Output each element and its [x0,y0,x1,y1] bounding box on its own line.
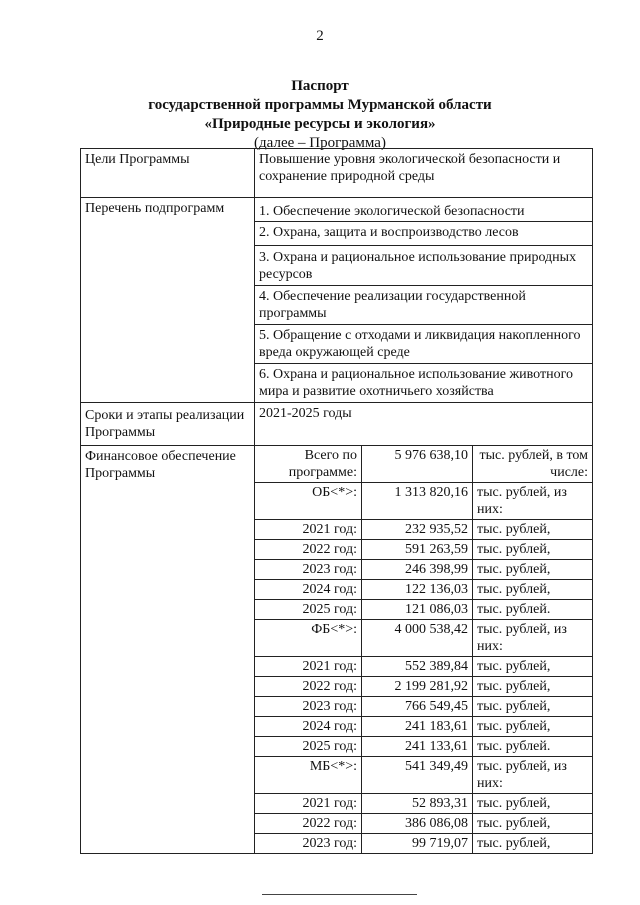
finance-item-label: 2024 год: [255,580,362,600]
finance-item-unit: тыс. рублей, [473,697,593,717]
finance-item-value: 241 133,61 [362,737,473,757]
finance-item-unit: тыс. рублей, [473,657,593,677]
finance-item-unit: тыс. рублей, [473,520,593,540]
finance-row-item [255,657,592,677]
finance-item-unit: тыс. рублей, из них: [473,757,593,794]
finance-item-label: ОБ<*>: [255,483,362,520]
finance-item-unit: тыс. рублей. [473,600,593,620]
finance-item-label: 2022 год: [255,814,362,834]
page-number: 2 [316,28,324,44]
finance-item-value: 99 719,07 [362,834,473,854]
subprogram-item: 3. Охрана и рациональное использование природных ресурсов [255,246,592,286]
finance-item-value: 2 199 281,92 [362,677,473,697]
subprograms-list [255,198,592,402]
finance-item-value: 541 349,49 [362,757,473,794]
footer-divider [262,894,417,895]
finance-item-label: Всего по программе: [255,446,362,483]
finance-item-unit: тыс. рублей, [473,540,593,560]
finance-item-value: 591 263,59 [362,540,473,560]
finance-row [81,446,593,854]
finance-item-label: 2021 год: [255,520,362,540]
finance-row-item [255,620,592,657]
finance-item-label: 2025 год: [255,600,362,620]
title-line-3: «Природные ресурсы и экология» [204,116,436,132]
finance-item-unit: тыс. рублей, [473,580,593,600]
finance-row-item [255,814,592,834]
finance-item-value: 232 935,52 [362,520,473,540]
subprograms-row [81,198,593,403]
finance-item-value: 386 086,08 [362,814,473,834]
finance-item-unit: тыс. рублей, из них: [473,483,593,520]
title-line-4: (далее – Программа) [254,135,386,151]
passport-table [80,148,593,854]
finance-item-value: 4 000 538,42 [362,620,473,657]
finance-row-item [255,677,592,697]
finance-item-value: 766 549,45 [362,697,473,717]
goals-row [81,149,593,198]
finance-row-item [255,794,592,814]
finance-item-value: 1 313 820,16 [362,483,473,520]
finance-item-value: 246 398,99 [362,560,473,580]
subprogram-item: 2. Охрана, защита и воспроизводство лесов [255,222,592,246]
finance-item-unit: тыс. рублей, из них: [473,620,593,657]
finance-item-label: 2023 год: [255,834,362,854]
terms-row [81,403,593,446]
finance-row-item [255,697,592,717]
subprogram-item: 5. Обращение с отходами и ликвидация накопленного вреда окружающей среде [255,325,592,364]
finance-item-unit: тыс. рублей, [473,677,593,697]
finance-row-item [255,580,592,600]
finance-label: Финансовое обеспечение Программы [81,446,255,854]
title-line-1: Паспорт [291,78,349,94]
document-title [0,77,640,153]
finance-item-value: 5 976 638,10 [362,446,473,483]
finance-row-item [255,520,592,540]
finance-item-label: 2025 год: [255,737,362,757]
finance-item-label: МБ<*>: [255,757,362,794]
title-line-2: государственной программы Мурманской области [148,97,492,113]
goals-label: Цели Программы [81,149,255,198]
finance-row-item [255,483,592,520]
finance-row-item [255,834,592,854]
subprograms-label: Перечень подпрограмм [81,198,255,403]
finance-row-item [255,737,592,757]
finance-item-unit: тыс. рублей, [473,814,593,834]
finance-item-value: 241 183,61 [362,717,473,737]
finance-item-unit: тыс. рублей. [473,737,593,757]
finance-item-unit: тыс. рублей, [473,560,593,580]
finance-item-value: 552 389,84 [362,657,473,677]
finance-item-value: 122 136,03 [362,580,473,600]
subprogram-item: 1. Обеспечение экологической безопасности [255,198,592,222]
finance-table [255,446,592,853]
goals-text: Повышение уровня экологической безопасности и сохранение природной среды [255,149,593,198]
finance-row-item [255,446,592,483]
finance-cell [255,446,593,854]
finance-item-label: ФБ<*>: [255,620,362,657]
finance-item-label: 2023 год: [255,697,362,717]
finance-row-item [255,560,592,580]
finance-item-label: 2022 год: [255,540,362,560]
subprogram-item: 6. Охрана и рациональное использование животного мира и развитие охотничьего хозяйства [255,364,592,403]
finance-item-value: 52 893,31 [362,794,473,814]
finance-item-label: 2024 год: [255,717,362,737]
finance-item-label: 2021 год: [255,794,362,814]
terms-value: 2021-2025 годы [255,403,593,446]
finance-item-unit: тыс. рублей, [473,834,593,854]
finance-row-item [255,717,592,737]
finance-row-item [255,757,592,794]
finance-item-label: 2021 год: [255,657,362,677]
finance-item-label: 2023 год: [255,560,362,580]
finance-row-item [255,600,592,620]
finance-item-unit: тыс. рублей, в том числе: [473,446,593,483]
finance-row-item [255,540,592,560]
finance-item-value: 121 086,03 [362,600,473,620]
finance-item-label: 2022 год: [255,677,362,697]
terms-label: Сроки и этапы реализации Программы [81,403,255,446]
subprograms-cell [255,198,593,403]
finance-item-unit: тыс. рублей, [473,794,593,814]
finance-item-unit: тыс. рублей, [473,717,593,737]
subprogram-item: 4. Обеспечение реализации государственной программы [255,286,592,325]
